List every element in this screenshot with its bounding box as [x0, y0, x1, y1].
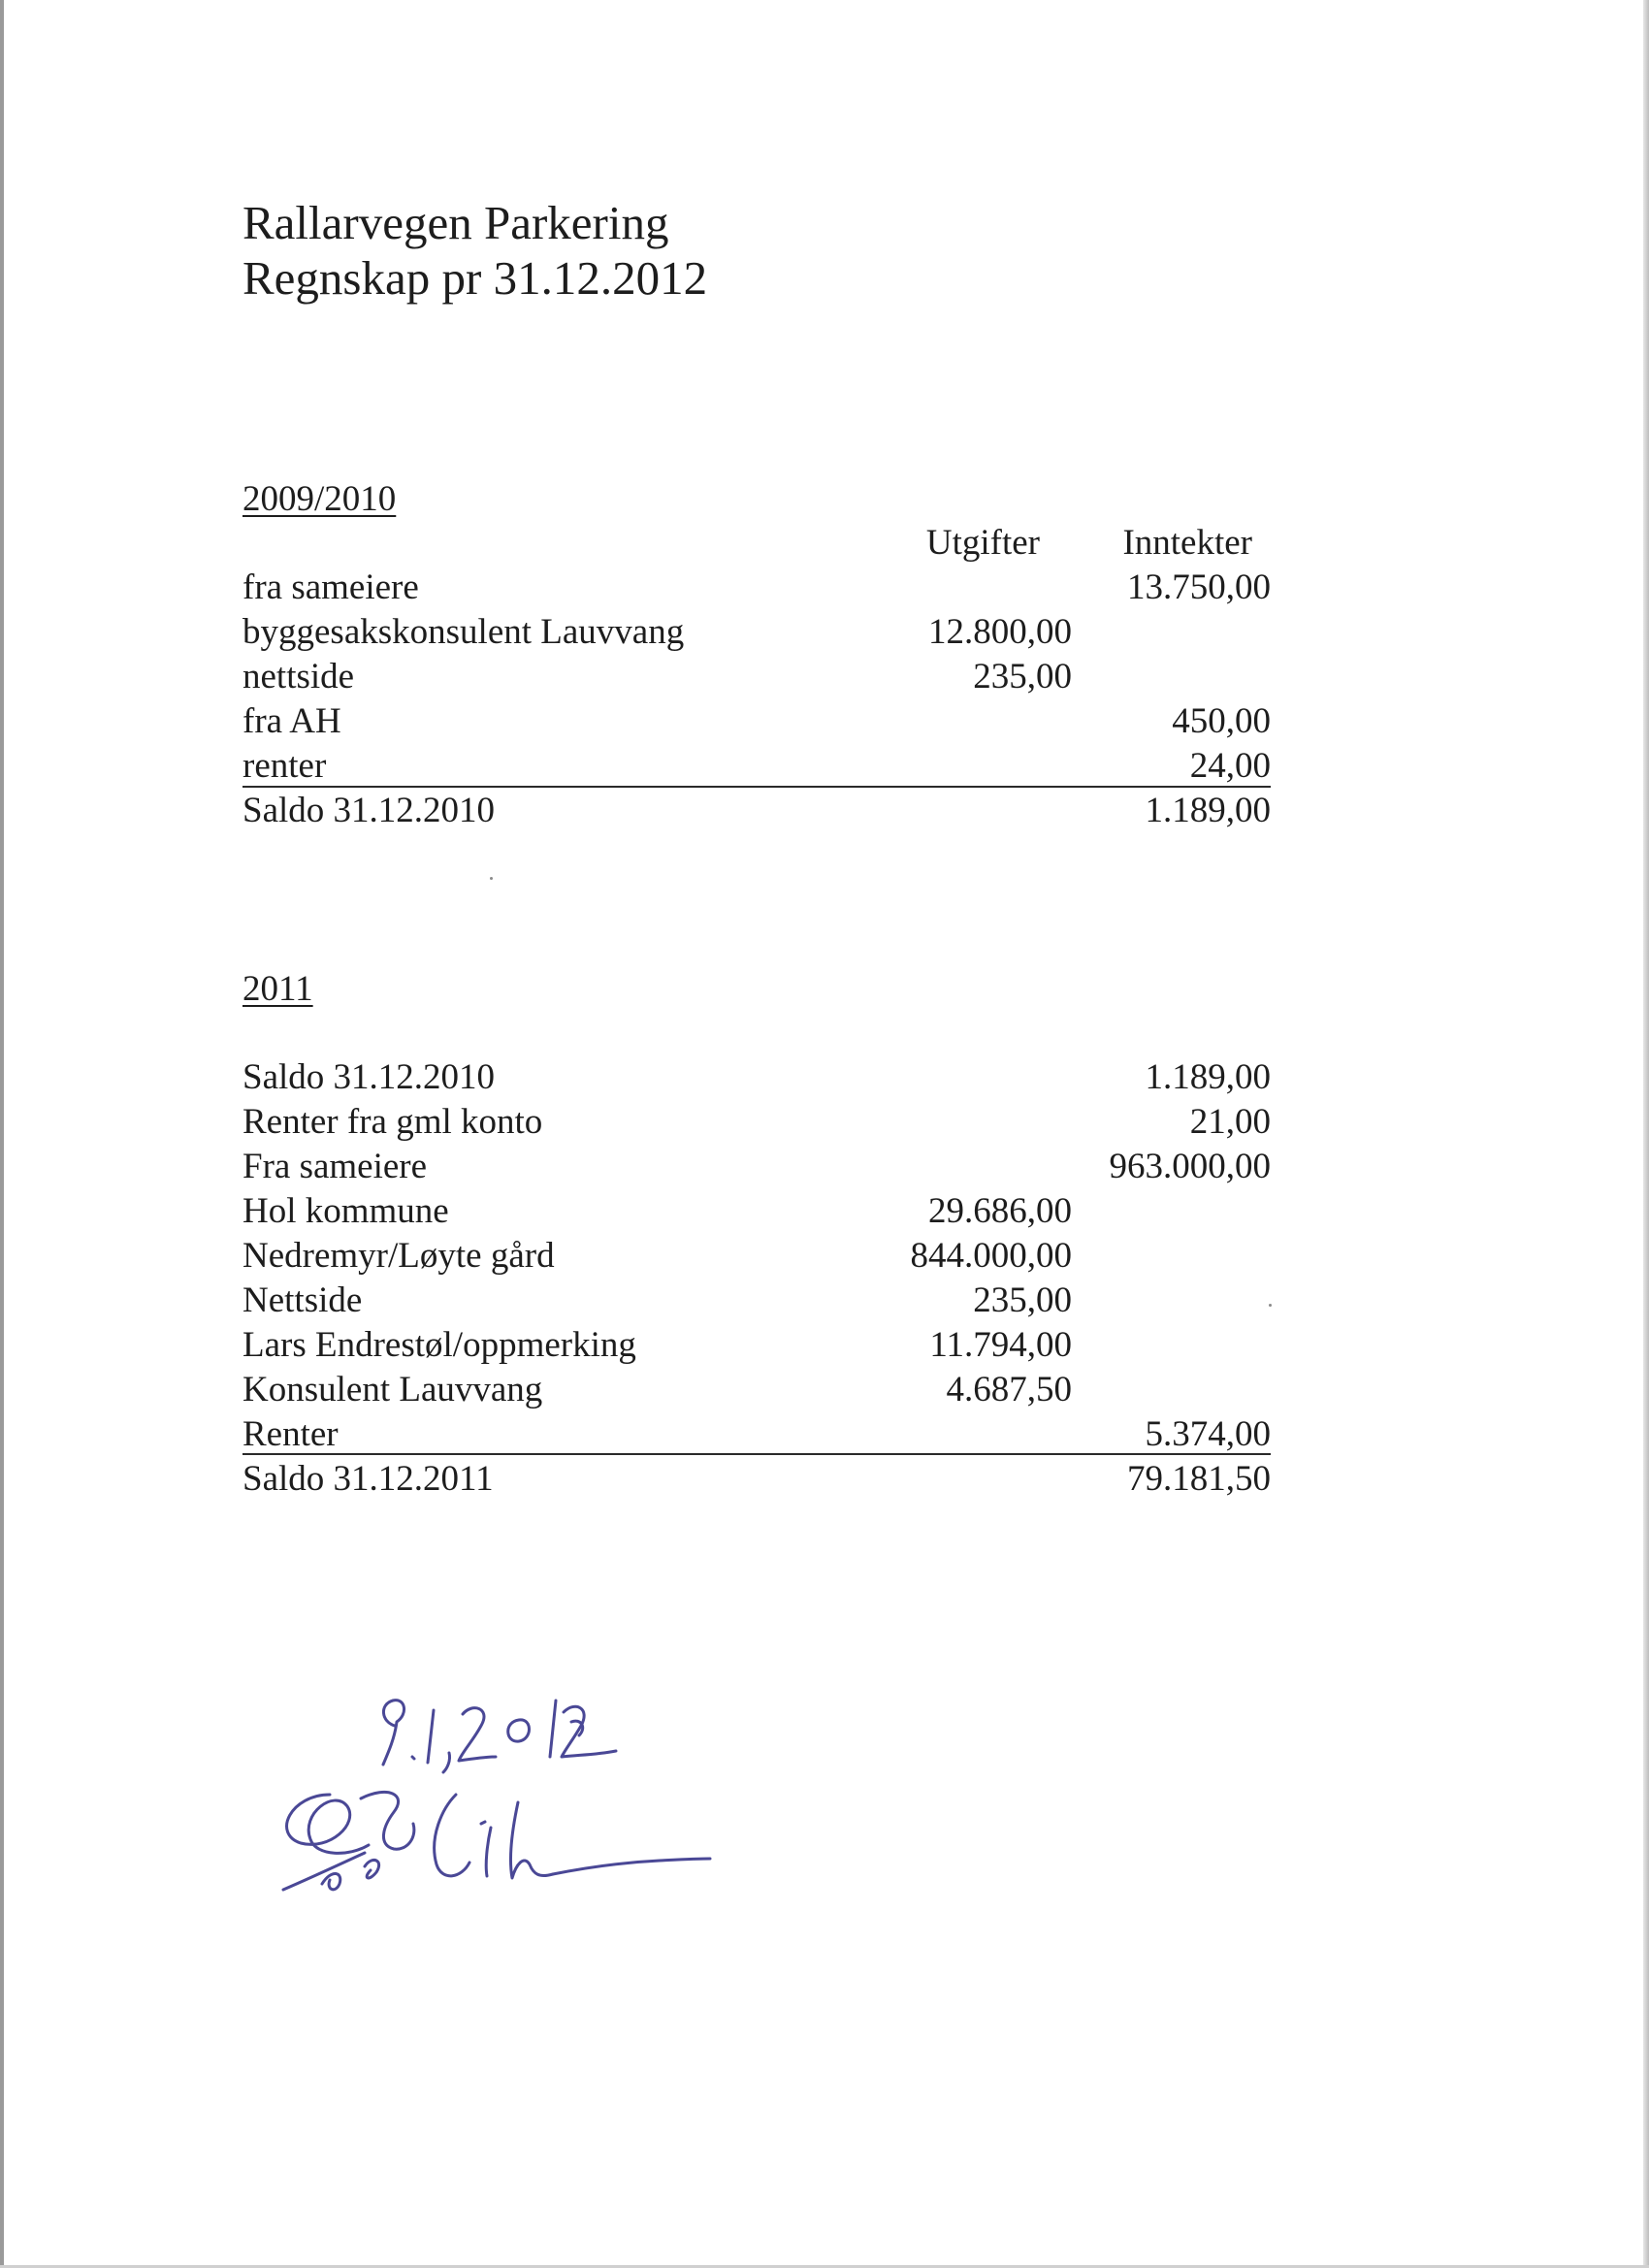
- row-income: 450,00: [1172, 701, 1271, 741]
- row-expense: 235,00: [973, 657, 1072, 697]
- row-label: fra AH: [242, 701, 341, 741]
- ledger-row: [242, 1413, 1271, 1456]
- balance-income: 79.181,50: [1127, 1459, 1271, 1499]
- row-label: byggesakskonsulent Lauvvang: [242, 612, 685, 652]
- row-label: Lars Endrestøl/oppmerking: [242, 1325, 636, 1365]
- ledger-row: [242, 1235, 1271, 1278]
- ledger-row: [242, 1146, 1271, 1188]
- row-income: 24,00: [1189, 746, 1271, 786]
- ledger-row: [242, 1101, 1271, 1144]
- row-expense: 12.800,00: [928, 612, 1072, 652]
- column-heading-expenses: Utgifter: [925, 523, 1040, 563]
- row-income: 21,00: [1189, 1102, 1271, 1142]
- balance-label: Saldo 31.12.2010: [242, 791, 496, 830]
- row-expense: 235,00: [973, 1280, 1072, 1320]
- row-label: Konsulent Lauvvang: [242, 1370, 543, 1409]
- row-income: 1.189,00: [1145, 1057, 1271, 1097]
- scan-speck: [1269, 1304, 1272, 1307]
- balance-income: 1.189,00: [1145, 791, 1271, 830]
- section-heading-2011: 2011: [242, 969, 313, 1009]
- ledger-row: [242, 700, 1271, 743]
- balance-row: [242, 1458, 1271, 1501]
- row-income: 5.374,00: [1145, 1414, 1271, 1454]
- row-label: fra sameiere: [242, 567, 419, 607]
- ledger-row: [242, 745, 1271, 788]
- total-rule: [242, 786, 1271, 788]
- ledger-row: [242, 656, 1271, 698]
- row-expense: 29.686,00: [928, 1191, 1072, 1231]
- ledger-row: [242, 567, 1271, 609]
- ledger-row: [242, 611, 1271, 654]
- handwritten-signature: [272, 1756, 728, 1901]
- row-label: Saldo 31.12.2010: [242, 1057, 496, 1097]
- document-title: Rallarvegen Parkering: [242, 196, 669, 249]
- column-heading-income: Inntekter: [1122, 523, 1252, 563]
- row-label: nettside: [242, 657, 355, 697]
- scan-edge-left: [0, 0, 4, 2268]
- row-label: Renter: [242, 1414, 339, 1454]
- scan-speck: [490, 877, 493, 880]
- ledger-row: [242, 1190, 1271, 1233]
- ledger-row: [242, 1369, 1271, 1411]
- ledger-row: [242, 1324, 1271, 1367]
- balance-label: Saldo 31.12.2011: [242, 1459, 494, 1499]
- total-rule: [242, 1453, 1271, 1455]
- row-label: Fra sameiere: [242, 1147, 428, 1186]
- ledger-row: [242, 1056, 1271, 1099]
- document-subtitle: Regnskap pr 31.12.2012: [242, 251, 708, 305]
- row-expense: 11.794,00: [929, 1325, 1072, 1365]
- row-label: Nettside: [242, 1280, 363, 1320]
- row-expense: 4.687,50: [946, 1370, 1072, 1409]
- ledger-row: [242, 1280, 1271, 1322]
- row-income: 13.750,00: [1127, 567, 1271, 607]
- row-label: Renter fra gml konto: [242, 1102, 543, 1142]
- row-label: renter: [242, 746, 327, 786]
- row-label: Nedremyr/Løyte gård: [242, 1236, 555, 1276]
- row-label: Hol kommune: [242, 1191, 449, 1231]
- row-income: 963.000,00: [1109, 1147, 1271, 1186]
- section-heading-2009-2010: 2009/2010: [242, 479, 397, 519]
- balance-row: [242, 790, 1271, 832]
- scan-edge-right: [1643, 0, 1649, 2268]
- row-expense: 844.000,00: [910, 1236, 1072, 1276]
